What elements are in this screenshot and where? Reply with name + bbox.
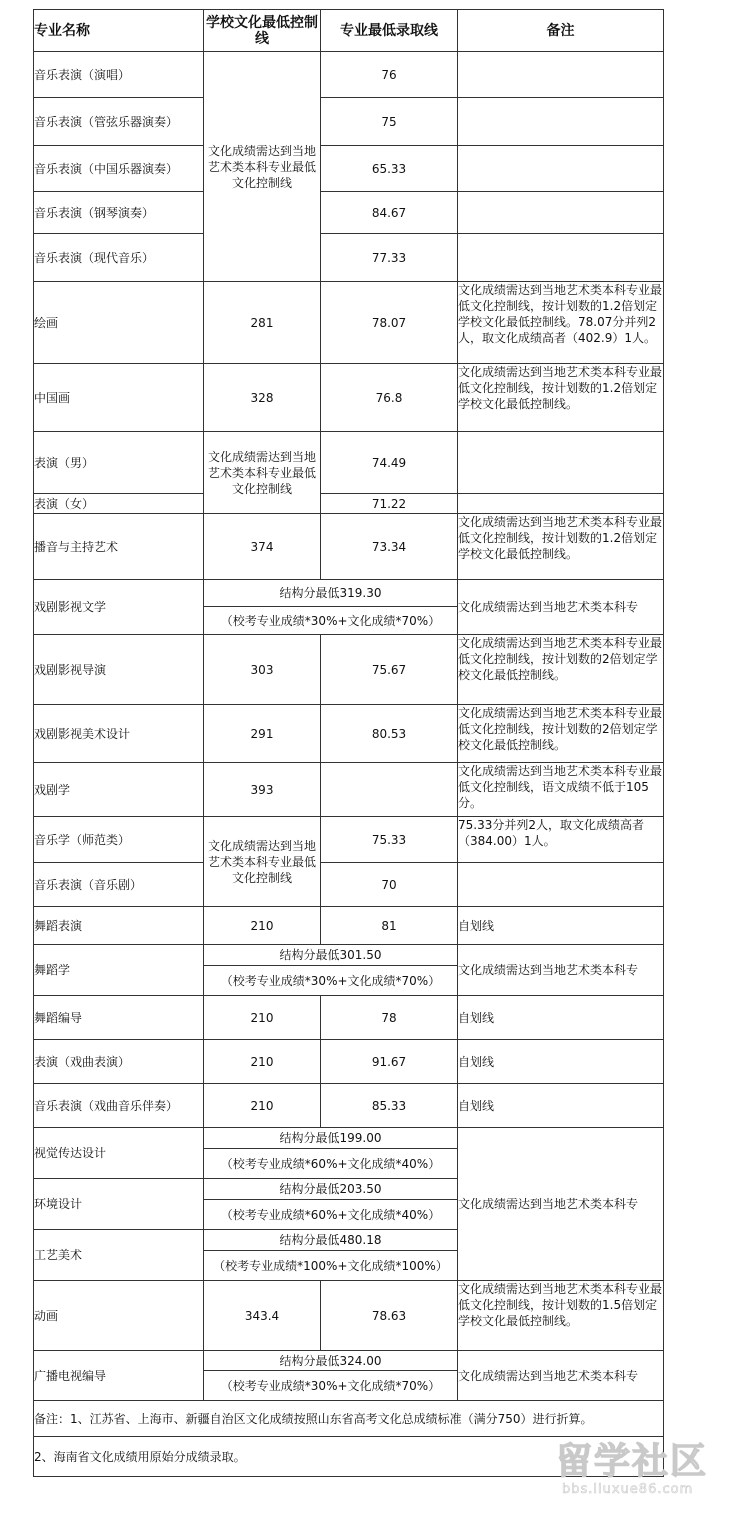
major-name: 表演（戏曲表演）: [34, 1040, 204, 1084]
major-min-score: 73.34: [321, 514, 458, 580]
structure-formula-cell: （校考专业成绩*30%+文化成绩*70%）: [204, 966, 458, 996]
note-cell: [458, 192, 664, 234]
major-name: 舞蹈表演: [34, 907, 204, 945]
table-row: [34, 1281, 664, 1351]
major-min-score: 78.63: [321, 1281, 458, 1351]
major-min-score: 70: [321, 863, 458, 907]
note-cell: 自划线: [458, 1040, 664, 1084]
major-name: 舞蹈编导: [34, 996, 204, 1040]
note-cell: 文化成绩需达到当地艺术类本科专业最低文化控制线，按计划数的1.2倍划定学校文化最低控制线。78.07分并列2人，取文化成绩高者（402.9）1人。: [458, 282, 664, 364]
table-row: [34, 234, 664, 282]
table-row: [34, 580, 664, 607]
note-cell: 文化成绩需达到当地艺术类本科专: [458, 580, 664, 635]
major-min-score: 77.33: [321, 234, 458, 282]
note-cell: [458, 146, 664, 192]
note-cell: 文化成绩需达到当地艺术类本科专业最低文化控制线，按计划数的1.5倍划定学校文化最低控制线。: [458, 1281, 664, 1351]
major-name: 工艺美术: [34, 1230, 204, 1281]
major-name: 音乐表演（音乐剧）: [34, 863, 204, 907]
note-cell: 75.33分并列2人，取文化成绩高者（384.00）1人。: [458, 817, 664, 863]
major-min-score: 74.49: [321, 432, 458, 494]
table-header-row: [34, 10, 664, 52]
culture-min-cell: 文化成绩需达到当地艺术类本科专业最低文化控制线: [204, 817, 321, 907]
note-cell: 文化成绩需达到当地艺术类本科专业最低文化控制线，按计划数的1.2倍划定学校文化最低控制线。: [458, 514, 664, 580]
major-name: 表演（男）: [34, 432, 204, 494]
culture-min-cell: 210: [204, 907, 321, 945]
major-min-score: [321, 763, 458, 817]
structure-formula-cell: （校考专业成绩*30%+文化成绩*70%）: [204, 1371, 458, 1401]
culture-min-cell: 210: [204, 1040, 321, 1084]
header-major-min: 专业最低录取线: [321, 10, 458, 52]
major-name: 戏剧影视导演: [34, 635, 204, 705]
structure-score-cell: 结构分最低199.00: [204, 1128, 458, 1149]
header-note: 备注: [458, 10, 664, 52]
note-cell: [458, 432, 664, 494]
major-min-score: 81: [321, 907, 458, 945]
major-name: 舞蹈学: [34, 945, 204, 996]
note-cell: 自划线: [458, 907, 664, 945]
major-name: 播音与主持艺术: [34, 514, 204, 580]
major-min-score: 84.67: [321, 192, 458, 234]
header-school-min: 学校文化最低控制线: [204, 10, 321, 52]
footnote-1: 备注：1、江苏省、上海市、新疆自治区文化成绩按照山东省高考文化总成绩标准（满分750）进行折算。: [34, 1401, 664, 1437]
header-major: 专业名称: [34, 10, 204, 52]
table-row: [34, 1351, 664, 1371]
major-name: 戏剧影视文学: [34, 580, 204, 635]
note-cell: [458, 52, 664, 98]
culture-min-cell: 281: [204, 282, 321, 364]
structure-formula-cell: （校考专业成绩*60%+文化成绩*40%）: [204, 1149, 458, 1179]
major-name: 戏剧学: [34, 763, 204, 817]
note-cell: 自划线: [458, 996, 664, 1040]
note-cell: [458, 234, 664, 282]
note-cell: 文化成绩需达到当地艺术类本科专业最低文化控制线，语文成绩不低于105分。: [458, 763, 664, 817]
culture-min-cell: 291: [204, 705, 321, 763]
major-min-score: 91.67: [321, 1040, 458, 1084]
major-name: 音乐表演（现代音乐）: [34, 234, 204, 282]
major-name: 戏剧影视美术设计: [34, 705, 204, 763]
major-name: 音乐学（师范类）: [34, 817, 204, 863]
table-row: [34, 146, 664, 192]
culture-min-cell: 210: [204, 996, 321, 1040]
table-row: [34, 364, 664, 432]
major-min-score: 65.33: [321, 146, 458, 192]
table-row: [34, 432, 664, 494]
major-min-score: 78.07: [321, 282, 458, 364]
structure-score-cell: 结构分最低301.50: [204, 945, 458, 966]
table-row: [34, 282, 664, 364]
structure-score-cell: 结构分最低203.50: [204, 1179, 458, 1200]
note-cell: 文化成绩需达到当地艺术类本科专业最低文化控制线，按计划数的2倍划定学校文化最低控制线。: [458, 635, 664, 705]
table-row: [34, 98, 664, 146]
culture-min-cell: 393: [204, 763, 321, 817]
table-row: [34, 817, 664, 863]
major-min-score: 80.53: [321, 705, 458, 763]
table-row: [34, 635, 664, 705]
note-cell: [458, 494, 664, 514]
culture-min-cell: 374: [204, 514, 321, 580]
table-row: [34, 1040, 664, 1084]
table-row: [34, 192, 664, 234]
major-min-score: 75.67: [321, 635, 458, 705]
culture-min-cell: 210: [204, 1084, 321, 1128]
note-cell: 自划线: [458, 1084, 664, 1128]
culture-min-cell: 文化成绩需达到当地艺术类本科专业最低文化控制线: [204, 52, 321, 282]
table-row: [34, 863, 664, 907]
major-name: 音乐表演（演唱）: [34, 52, 204, 98]
table-row: [34, 705, 664, 763]
major-name: 音乐表演（管弦乐器演奏）: [34, 98, 204, 146]
note-cell: 文化成绩需达到当地艺术类本科专: [458, 1351, 664, 1401]
table-row: [34, 514, 664, 580]
table-row: [34, 52, 664, 98]
major-min-score: 76.8: [321, 364, 458, 432]
culture-min-cell: 文化成绩需达到当地艺术类本科专业最低文化控制线: [204, 432, 321, 514]
major-min-score: 76: [321, 52, 458, 98]
note-cell: [458, 98, 664, 146]
table-row: [34, 763, 664, 817]
note-cell: [458, 863, 664, 907]
admission-score-table: [33, 9, 664, 1477]
culture-min-cell: 328: [204, 364, 321, 432]
structure-formula-cell: （校考专业成绩*100%+文化成绩*100%）: [204, 1251, 458, 1281]
major-name: 视觉传达设计: [34, 1128, 204, 1179]
table-row: [34, 494, 664, 514]
note-cell: 文化成绩需达到当地艺术类本科专: [458, 1128, 664, 1281]
table-row: [34, 1084, 664, 1128]
major-name: 绘画: [34, 282, 204, 364]
structure-formula-cell: （校考专业成绩*60%+文化成绩*40%）: [204, 1200, 458, 1230]
major-min-score: 78: [321, 996, 458, 1040]
table-row: [34, 1128, 664, 1149]
major-name: 广播电视编导: [34, 1351, 204, 1401]
table-row: [34, 996, 664, 1040]
major-name: 表演（女）: [34, 494, 204, 514]
major-min-score: 75.33: [321, 817, 458, 863]
major-min-score: 85.33: [321, 1084, 458, 1128]
major-name: 音乐表演（戏曲音乐伴奏）: [34, 1084, 204, 1128]
table-row: [34, 907, 664, 945]
watermark-url: bbs.liuxue86.com: [562, 1482, 694, 1497]
major-name: 音乐表演（钢琴演奏）: [34, 192, 204, 234]
major-min-score: 71.22: [321, 494, 458, 514]
note-cell: 文化成绩需达到当地艺术类本科专业最低文化控制线，按计划数的1.2倍划定学校文化最低控制线。: [458, 364, 664, 432]
structure-formula-cell: （校考专业成绩*30%+文化成绩*70%）: [204, 607, 458, 635]
watermark-logo: 留学社区: [556, 1441, 709, 1482]
culture-min-cell: 303: [204, 635, 321, 705]
structure-score-cell: 结构分最低319.30: [204, 580, 458, 607]
culture-min-cell: 343.4: [204, 1281, 321, 1351]
major-name: 中国画: [34, 364, 204, 432]
structure-score-cell: 结构分最低480.18: [204, 1230, 458, 1251]
watermark: [556, 1442, 724, 1506]
note-cell: 文化成绩需达到当地艺术类本科专业最低文化控制线，按计划数的2倍划定学校文化最低控制线。: [458, 705, 664, 763]
table-row: [34, 945, 664, 966]
footnote-row: [34, 1401, 664, 1437]
major-name: 音乐表演（中国乐器演奏）: [34, 146, 204, 192]
major-name: 环境设计: [34, 1179, 204, 1230]
major-name: 动画: [34, 1281, 204, 1351]
major-min-score: 75: [321, 98, 458, 146]
structure-score-cell: 结构分最低324.00: [204, 1351, 458, 1371]
footnote-2: 2、海南省文化成绩用原始分成绩录取。: [34, 1437, 664, 1477]
note-cell: 文化成绩需达到当地艺术类本科专: [458, 945, 664, 996]
